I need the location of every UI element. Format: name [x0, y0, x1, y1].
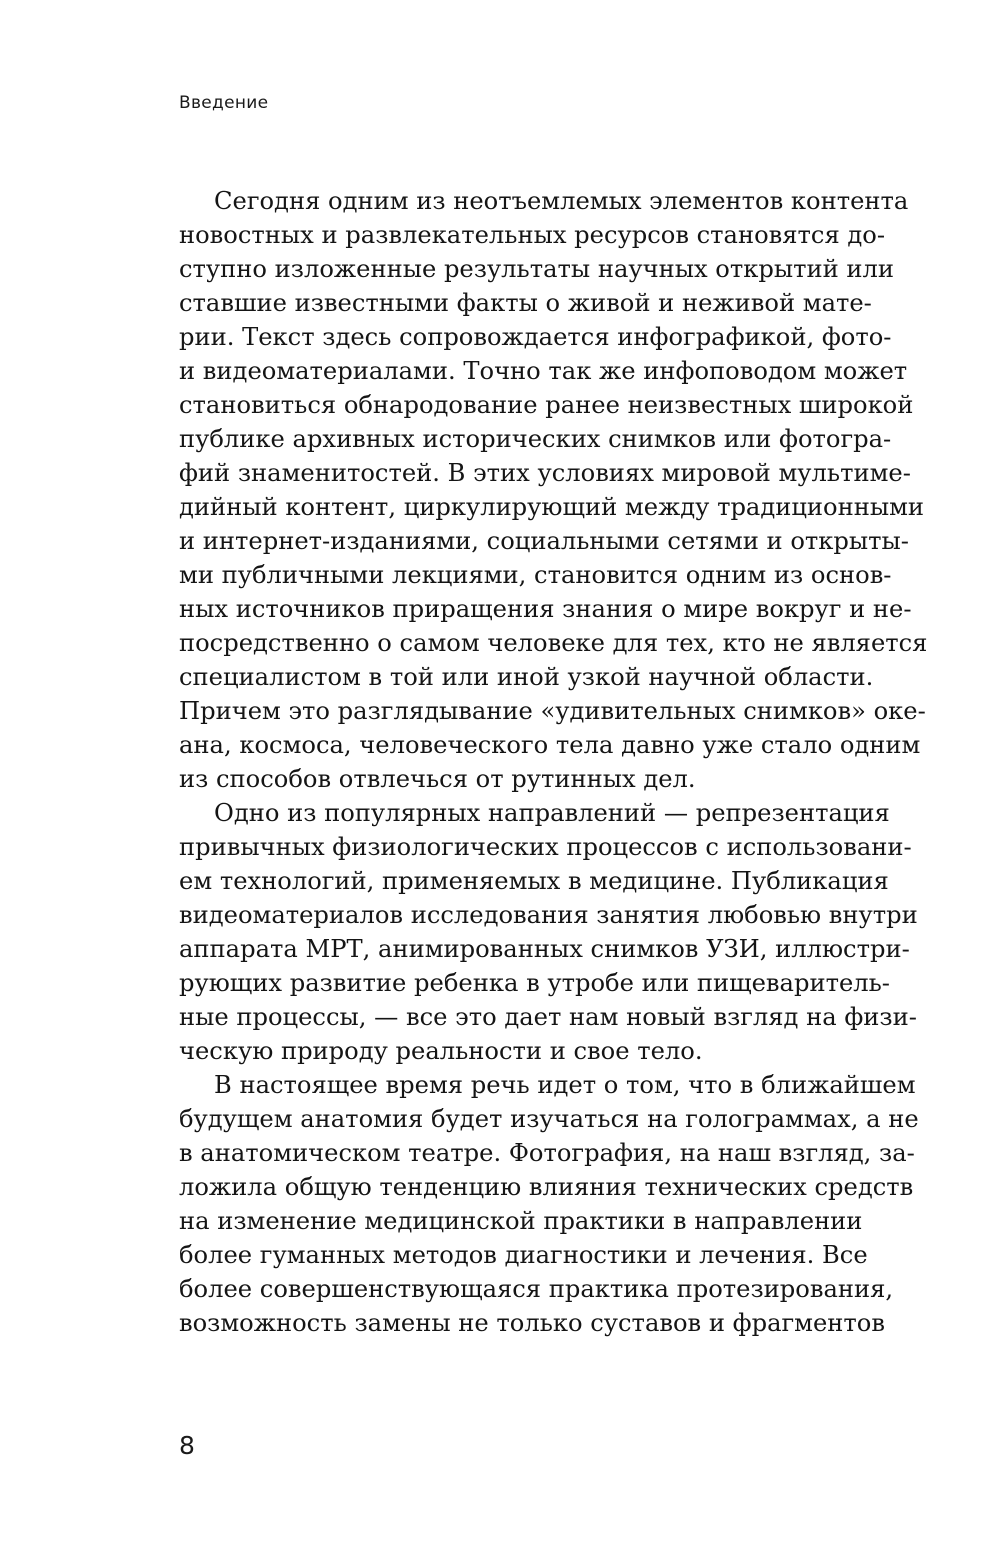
text-line: ми публичными лекциями, становится одним из основ- — [179, 561, 892, 589]
paragraph-container — [179, 184, 928, 1340]
text-line: ставшие известными факты о живой и неживой мате- — [179, 289, 872, 317]
text-line: видеоматериалов исследования занятия любовью внутри — [179, 901, 918, 929]
text-line: рующих развитие ребенка в утробе или пищеваритель- — [179, 969, 890, 997]
text-line: ные процессы, — все это дает нам новый взгляд на физи- — [179, 1003, 917, 1031]
text-line: Сегодня одним из неотъемлемых элементов контента — [214, 187, 909, 215]
text-line: специалистом в той или иной узкой научной области. — [179, 663, 874, 691]
text-line: новостных и развлекательных ресурсов становятся до- — [179, 221, 886, 249]
text-line: фий знаменитостей. В этих условиях мировой мультиме- — [179, 459, 911, 487]
text-line: аппарата МРТ, анимированных снимков УЗИ, иллюстри- — [179, 935, 910, 963]
text-line: и видеоматериалами. Точно так же инфоповодом может — [179, 357, 908, 385]
text-line: ных источников приращения знания о мире вокруг и не- — [179, 595, 912, 623]
text-line: ем технологий, применяемых в медицине. Публикация — [179, 867, 889, 895]
body-text — [179, 184, 928, 1340]
text-line: ступно изложенные результаты научных открытий или — [179, 255, 895, 283]
text-line: ана, космоса, человеческого тела давно уже стало одним — [179, 731, 921, 759]
running-head: Введение — [179, 93, 269, 113]
text-line: Причем это разглядывание «удивительных снимков» оке- — [179, 697, 926, 725]
text-line: на изменение медицинской практики в направлении — [179, 1207, 863, 1235]
text-line: привычных физиологических процессов с использовани- — [179, 833, 912, 861]
text-line: в анатомическом театре. Фотография, на наш взгляд, за- — [179, 1139, 915, 1167]
text-line: В настоящее время речь идет о том, что в ближайшем — [214, 1071, 916, 1099]
paragraph — [179, 796, 918, 1068]
text-line: Одно из популярных направлений — репрезентация — [214, 799, 890, 827]
text-line: и интернет-изданиями, социальными сетями и открыты- — [179, 527, 909, 555]
text-line: посредственно о самом человеке для тех, кто не является — [179, 629, 928, 657]
text-line: становиться обнародование ранее неизвестных широкой — [179, 391, 914, 419]
text-line: из способов отвлечься от рутинных дел. — [179, 765, 696, 793]
text-line: ческую природу реальности и свое тело. — [179, 1037, 703, 1065]
text-line: дийный контент, циркулирующий между традиционными — [179, 493, 925, 521]
text-line: ложила общую тенденцию влияния технических средств — [179, 1173, 914, 1201]
paragraph — [179, 1068, 919, 1340]
text-line: публике архивных исторических снимков или фотогра- — [179, 425, 892, 453]
paragraph — [179, 184, 928, 796]
text-line: рии. Текст здесь сопровождается инфографикой, фото- — [179, 323, 892, 351]
text-line: возможность замены не только суставов и фрагментов — [179, 1309, 885, 1337]
text-line: более гуманных методов диагностики и лечения. Все — [179, 1241, 868, 1269]
text-line: более совершенствующаяся практика протезирования, — [179, 1275, 894, 1303]
text-line: будущем анатомия будет изучаться на голограммах, а не — [179, 1105, 919, 1133]
page-number: 8 — [179, 1431, 195, 1460]
